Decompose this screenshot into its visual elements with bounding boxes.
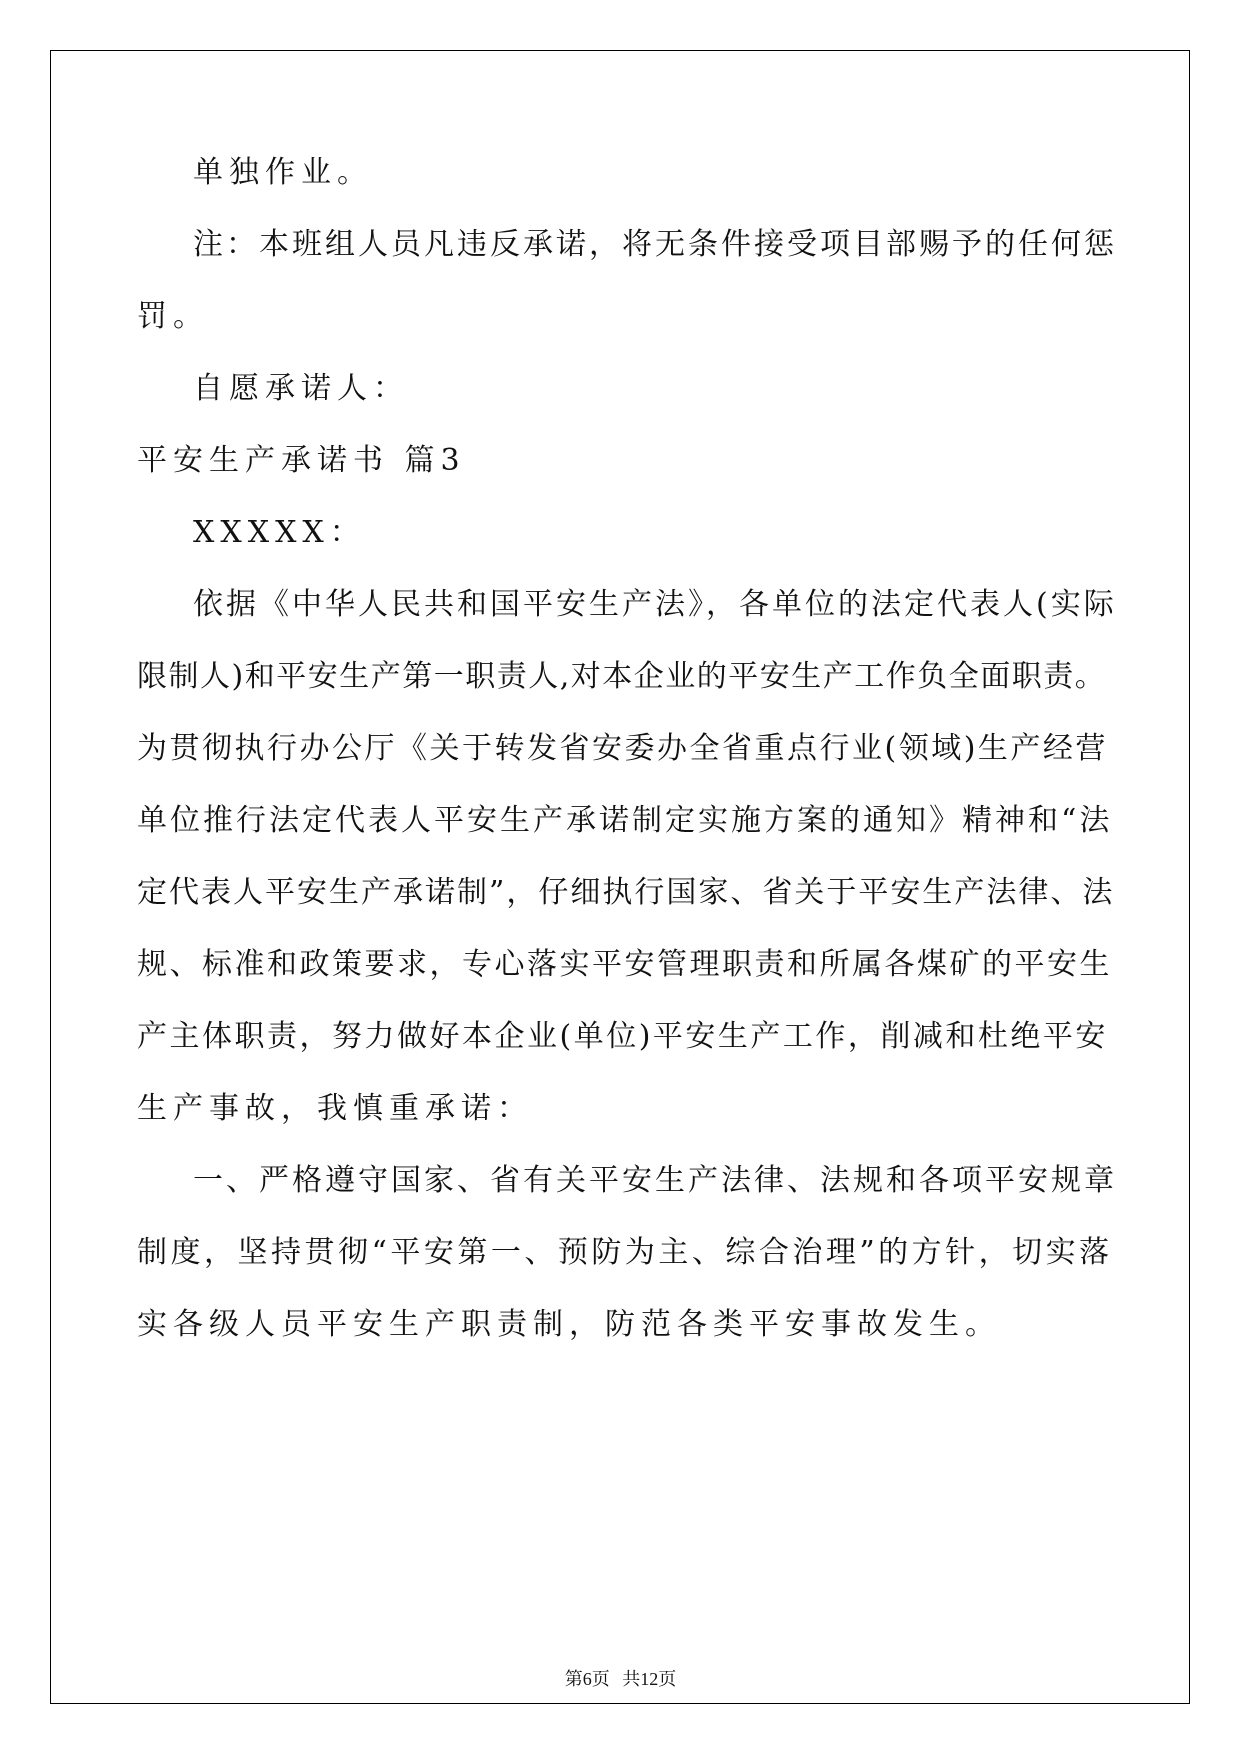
text-line: 为贯彻执行办公厅《关于转发省安委办全省重点行业(领域)生产经营 [137, 731, 1108, 766]
page-number: 第6页 [564, 1669, 610, 1689]
section-heading: 平安生产承诺书 篇3 [137, 443, 466, 478]
text-line: 实各级人员平安生产职责制，防范各类平安事故发生。 [137, 1307, 1001, 1342]
text-line: 注：本班组人员凡违反承诺，将无条件接受项目部赐予的任何惩 [193, 227, 1117, 262]
page-footer [0, 1665, 1241, 1691]
text-line: 制度，坚持贯彻“平安第一、预防为主、综合治理”的方针，切实落 [137, 1235, 1113, 1270]
text-line: 单位推行法定代表人平安生产承诺制定实施方案的通知》精神和“法 [137, 803, 1113, 838]
text-line: 一、严格遵守国家、省有关平安生产法律、法规和各项平安规章 [193, 1163, 1117, 1198]
text-line: 限制人)和平安生产第一职责人,对本企业的平安生产工作负全面职责。 [137, 659, 1107, 694]
text-line: 依据《中华人民共和国平安生产法》，各单位的法定代表人(实际 [193, 587, 1117, 622]
text-line: 单独作业。 [193, 155, 373, 190]
text-line: 规、标准和政策要求，专心落实平安管理职责和所属各煤矿的平安生 [137, 947, 1112, 982]
page-total: 共12页 [622, 1669, 677, 1689]
text-line: 罚。 [137, 299, 209, 334]
text-line: 定代表人平安生产承诺制”，仔细执行国家、省关于平安生产法律、法 [137, 875, 1115, 910]
text-line: XXXXX： [193, 515, 366, 550]
text-line: 生产事故，我慎重承诺： [137, 1091, 533, 1126]
text-line: 自愿承诺人： [193, 371, 409, 406]
text-line: 产主体职责，努力做好本企业(单位)平安生产工作，削减和杜绝平安 [137, 1019, 1108, 1054]
